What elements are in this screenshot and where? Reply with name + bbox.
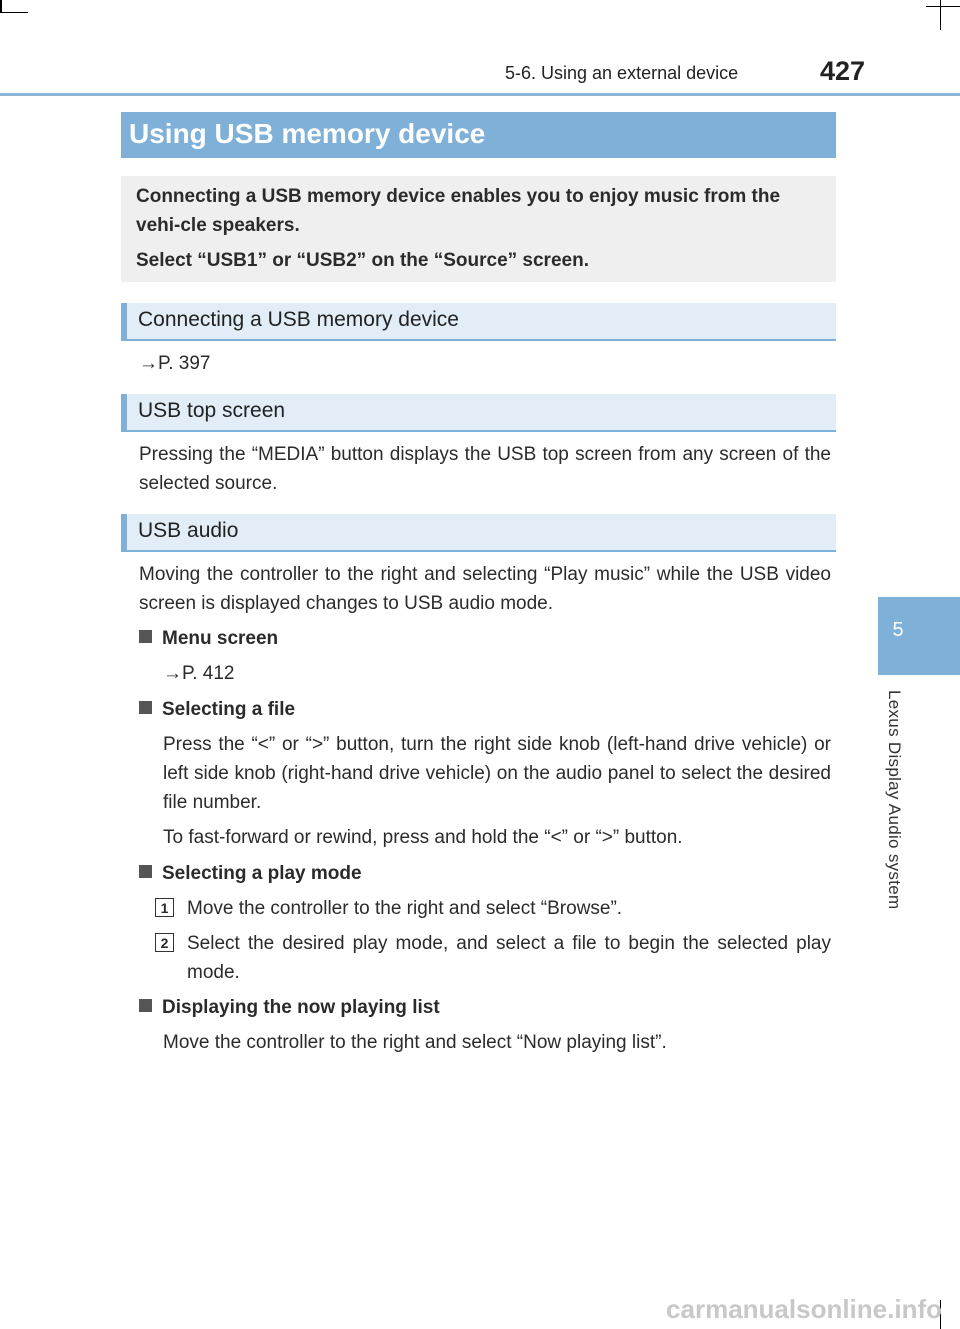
chapter-label: Lexus Display Audio system xyxy=(885,690,904,910)
step-number: 2 xyxy=(155,933,174,952)
crop-mark xyxy=(926,6,960,7)
subsection-now-playing xyxy=(139,993,831,1057)
subsection-menu xyxy=(139,624,831,688)
crop-mark xyxy=(940,0,941,30)
subsection-select-file xyxy=(139,695,831,852)
paragraph: Moving the controller to the right and selecting “Play music” while the USB video screen is displayed changes to USB audio mode. xyxy=(139,564,831,614)
crop-mark xyxy=(0,0,2,12)
subsection-heading: Selecting a file xyxy=(139,695,831,724)
crop-mark xyxy=(0,12,28,13)
step-item: 1 Move the controller to the right and select “Browse”. xyxy=(163,894,831,923)
section-heading-top-screen: USB top screen xyxy=(121,394,836,432)
paragraph: Move the controller to the right and select “Now playing list”. xyxy=(163,1032,667,1053)
paragraph: Press the “<” or “>” button, turn the right side knob (left-hand drive vehicle) or left side knob (right-hand drive vehicle) on the audio panel to select the desired file number. xyxy=(163,734,831,813)
page-title: Using USB memory device xyxy=(121,112,836,158)
header-rule xyxy=(0,93,960,96)
step-number: 1 xyxy=(155,898,174,917)
section-heading-connecting: Connecting a USB memory device xyxy=(121,303,836,341)
section-heading-audio: USB audio xyxy=(121,514,836,552)
page-number: 427 xyxy=(820,56,866,86)
paragraph: To fast-forward or rewind, press and hold the “<” or “>” button. xyxy=(163,827,683,848)
header-section-title: 5-6. Using an external device xyxy=(505,63,739,83)
reference-link[interactable]: →P. 412 xyxy=(163,663,235,684)
subsection-heading: Selecting a play mode xyxy=(139,859,831,888)
bullet-square-icon xyxy=(139,999,152,1012)
chapter-tab xyxy=(878,597,960,675)
paragraph: Pressing the “MEDIA” button displays the USB top screen from any screen of the selected source. xyxy=(139,444,831,494)
subsection-heading: Displaying the now playing list xyxy=(139,993,831,1022)
step-item: 2 Select the desired play mode, and select a file to begin the selected play mode. xyxy=(163,929,831,987)
chapter-number: 5 xyxy=(892,619,904,641)
bullet-square-icon xyxy=(139,865,152,878)
watermark: carmanualsonline.info xyxy=(666,1294,942,1324)
subsection-heading: Menu screen xyxy=(139,624,831,653)
bullet-square-icon xyxy=(139,701,152,714)
intro-line: Select “USB1” or “USB2” on the “Source” screen. xyxy=(136,250,589,271)
reference-link[interactable]: →P. 397 xyxy=(139,353,211,374)
bullet-square-icon xyxy=(139,630,152,643)
intro-box xyxy=(121,176,836,282)
intro-line: Connecting a USB memory device enables you to enjoy music from the vehi-cle speakers. xyxy=(136,186,781,236)
subsection-play-mode xyxy=(139,859,831,987)
